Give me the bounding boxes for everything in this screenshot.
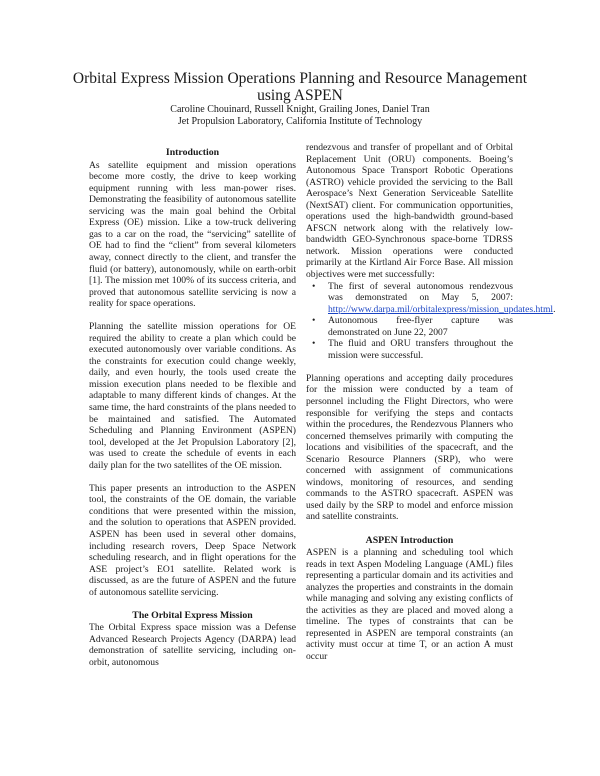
bullet-2-text: Autonomous free-flyer capture was demonstrated on June 22, 2007 — [328, 315, 513, 338]
oe-paragraph-1-continued: rendezvous and transfer of propellant and of Orbital Replacement Unit (ORU) components. Boeing’s Autonomous Space Transport Robotic Operations (ASTRO) vehicle provided the servicing to the Ball Aerospace’s Next Generation Serviceable Satellite (NextSAT) client. For communication opportunities, operations used the high-bandwidth ground-based AFSCN network along with the relatively low-bandwidth GEO-Synchronous space-borne TDRSS network. Mission operations were conducted primarily at the Kirtland Air Force Base. All mission objectives were met successfully: — [306, 142, 513, 281]
section-heading-introduction: Introduction — [165, 147, 220, 158]
intro-paragraph-2: Planning the satellite mission operations for OE required the ability to create a plan which could be executed autonomously over variable conditions. As the constraints for execution could change weekly, daily, and even hourly, the tools used create the mission execution plans needed to be flexible and adaptable to many different kinds of changes. At the same time, the hard constraints of the plans needed to be maintained and satisfied. The Automated Scheduling and Planning Environment (ASPEN) tool, developed at the Jet Propulsion Laboratory [2], was used to create the schedule of events in each daily plan for the two satellites of the OE mission. — [89, 321, 296, 471]
bullet-3-text: The fluid and ORU transfers throughout the mission were successful. — [328, 338, 513, 361]
paragraph-gap — [306, 361, 513, 373]
title-line-1: Orbital Express Mission Operations Planning and Resource Management — [72, 70, 528, 87]
author-block — [0, 104, 600, 128]
paper-title — [0, 70, 600, 104]
list-item — [306, 280, 556, 316]
affiliation: Jet Propulsion Laboratory, California Institute of Technology — [177, 116, 423, 127]
oe-paragraph-1: The Orbital Express space mission was a Defense Advanced Research Projects Agency (DARPA) lead demonstration of satellite servicing, including on-orbit, autonomous — [89, 622, 296, 669]
author-names: Caroline Chouinard, Russell Knight, Grailing Jones, Daniel Tran — [170, 104, 430, 115]
paragraph-gap — [89, 310, 296, 322]
section-heading-orbital-express: The Orbital Express Mission — [132, 609, 253, 621]
mission-objectives-list — [306, 280, 556, 362]
paragraph-gap — [306, 523, 513, 535]
section-heading-aspen-introduction: ASPEN Introduction — [365, 534, 454, 546]
bullet-icon: • — [312, 315, 316, 327]
left-column — [89, 147, 296, 669]
intro-paragraph-1: As satellite equipment and mission operations become more costly, the drive to keep working equipment running with less man-power rises. Demonstrating the feasibility of autonomous satellite servicing was the main goal behind the Orbital Express (OE) mission. Like a tow-truck delivering gas to a car on the road, the “servicing” satellite of OE had to find the “client” from several kilometers away, connect directly to the client, and transfer the fluid (or battery), autonomously, while on earth-orbit [1]. The mission met 100% of its success criteria, and proved that autonomous satellite servicing is now a reality for space operations. — [89, 159, 296, 310]
bullet-1-end: . — [553, 303, 556, 315]
darpa-mission-link[interactable]: http://www.darpa.mil/orbitalexpress/mission_updates.html — [328, 303, 554, 315]
intro-paragraph-3: This paper presents an introduction to the ASPEN tool, the constraints of the OE domain, the variable conditions that were presented within the mission, and the solution to operations that ASPEN provided. ASPEN has been used in several other domains, including research rovers, Deep Space Network scheduling research, and in flight operations for the ASE project’s EO1 satellite. Related work is discussed, as are the future of ASPEN and the future of autonomous satellite servicing. — [89, 482, 296, 598]
list-item — [306, 315, 513, 338]
bullet-icon: • — [312, 280, 316, 292]
list-item — [306, 338, 513, 361]
paragraph-gap — [89, 598, 296, 610]
title-line-2: using ASPEN — [257, 87, 343, 104]
paragraph-gap — [89, 471, 296, 483]
oe-paragraph-2: Planning operations and accepting daily procedures for the mission were conducted by a team of personnel including the Flight Directors, who were responsible for verifying the steps and contacts within the procedures, the Rendezvous Planners who concerned themselves primarily with computing the locations and visibilities of the spacecraft, and the Scenario Resource Planners (SRP), who were concerned with assignment of communications windows, monitoring of resources, and sending commands to the ASTRO spacecraft. ASPEN was used daily by the SRP to model and enforce mission and satellite constraints. — [306, 372, 513, 523]
bullet-1-text: The first of several autonomous rendezvous was demonstrated on May 5, 2007: — [328, 280, 513, 304]
aspen-paragraph-1: ASPEN is a planning and scheduling tool which reads in text Aspen Modeling Language (AML) files representing a particular domain and its activities and analyzes the properties and constraints in the domain while managing and solving any existing conflicts of the activities as they are placed and moved along a timeline. The types of constraints that can be represented in ASPEN are temporal constraints (an activity must occur at time T, or an action A must occur — [306, 547, 513, 663]
bullet-icon: • — [312, 338, 316, 350]
right-column — [306, 142, 556, 663]
